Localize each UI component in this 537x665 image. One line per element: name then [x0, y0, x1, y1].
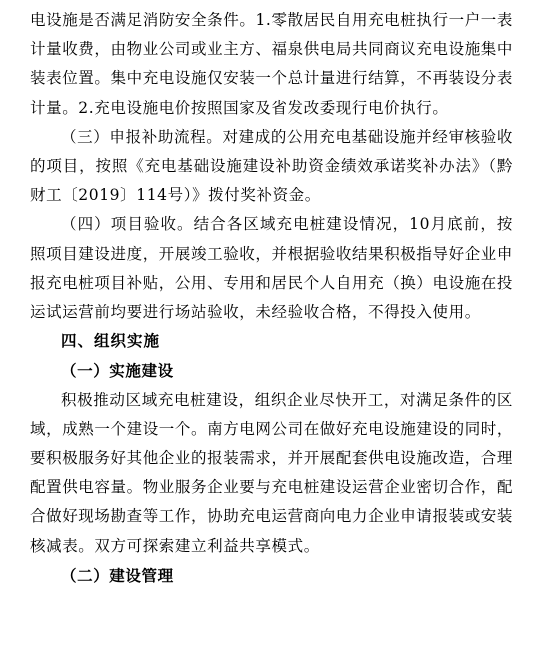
paragraph-subsidy-application: （三）申报补助流程。对建成的公用充电基础设施并经审核验收的项目，按照《充电基础设施建设补助资金绩效承诺奖补办法》（黔财工〔2019〕114号）》拨付奖补资金。	[30, 127, 513, 205]
subsection-heading-implementation: （一）实施建设	[61, 361, 174, 381]
subsection-heading-management: （二）建设管理	[61, 565, 174, 585]
paragraph-implementation: 积极推动区域充电桩建设，组织企业尽快开工，对满足条件的区域，成熟一个建设一个。南方电网公司在做好充电设施建设的同时，要积极服务好其他企业的报装需求，并开展配套供电设施改造，合理配置供电容量。物业服务企业要与充电桩建设运营企业密切合作，配合做好现场勘查等工作，协助充电运营商向电力企业申请报装或安装核减表。双方可探索建立利益共享模式。	[30, 390, 514, 555]
section-heading-organization: 四、组织实施	[61, 332, 161, 351]
paragraph-project-acceptance: （四）项目验收。结合各区域充电桩建设情况，10月底前，按照项目建设进度，开展竣工验收，并根据验收结果积极指导好企业申报充电桩项目补贴，公用、专用和居民个人自用充（换）电设施在投运试运营前均要进行场站验收，未经验收合格，不得投入使用。	[30, 215, 514, 322]
paragraph-power-metering: 电设施是否满足消防安全条件。1.零散居民自用充电桩执行一户一表计量收费，由物业公司或业主方、福泉供电局共同商议充电设施集中装表位置。集中充电设施仅安装一个总计量进行结算，不再装设分表计量。2.充电设施电价按照国家及省发改委现行电价执行。	[30, 11, 514, 117]
